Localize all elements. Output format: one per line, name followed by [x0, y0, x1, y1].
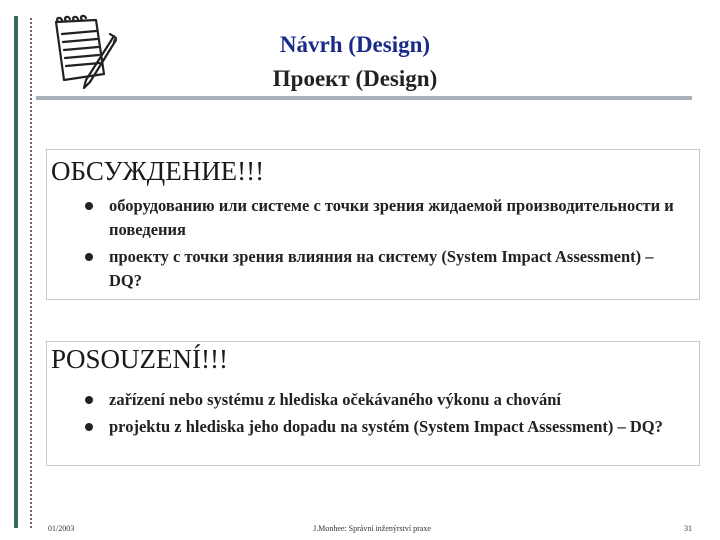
bullet-text: проекту с точки зрения влияния на систему (System Impact Assessment) – DQ?: [109, 247, 654, 290]
section-heading: ОБСУЖДЕНИЕ!!!: [51, 156, 265, 186]
section-heading: POSOUZENÍ!!!: [51, 344, 228, 374]
list-item: [83, 245, 683, 293]
left-dotted-line: [30, 18, 32, 528]
bullet-dot-icon: [85, 202, 93, 210]
bullet-text: оборудованию или системе с точки зрения жидаемой производительности и поведения: [109, 196, 674, 239]
section-box-russian: [46, 149, 700, 300]
bullet-dot-icon: [85, 253, 93, 261]
list-item: [83, 415, 683, 439]
bullet-text: zařízení nebo systému z hlediska očekávaného výkonu a chování: [109, 390, 561, 409]
list-item: [83, 388, 683, 412]
left-accent-bar: [14, 16, 18, 528]
header-divider: [36, 96, 692, 100]
footer-author: J.Monhee: Správní inženýrství praxe: [313, 524, 431, 533]
title-line-czech: Návrh (Design): [279, 32, 431, 57]
slide-title: [200, 28, 510, 96]
notepad-pen-icon: [46, 14, 118, 92]
bullet-text: projektu z hlediska jeho dopadu na systém (System Impact Assessment) – DQ?: [109, 417, 663, 436]
list-item: [83, 194, 683, 242]
section-box-czech: [46, 341, 700, 466]
title-line-russian: Проект (Design): [272, 66, 438, 91]
bullet-list: [83, 388, 683, 442]
bullet-list: [83, 194, 683, 296]
bullet-dot-icon: [85, 423, 93, 431]
bullet-dot-icon: [85, 396, 93, 404]
footer-page-number: 31: [684, 524, 692, 533]
footer-date: 01/2003: [48, 524, 75, 533]
